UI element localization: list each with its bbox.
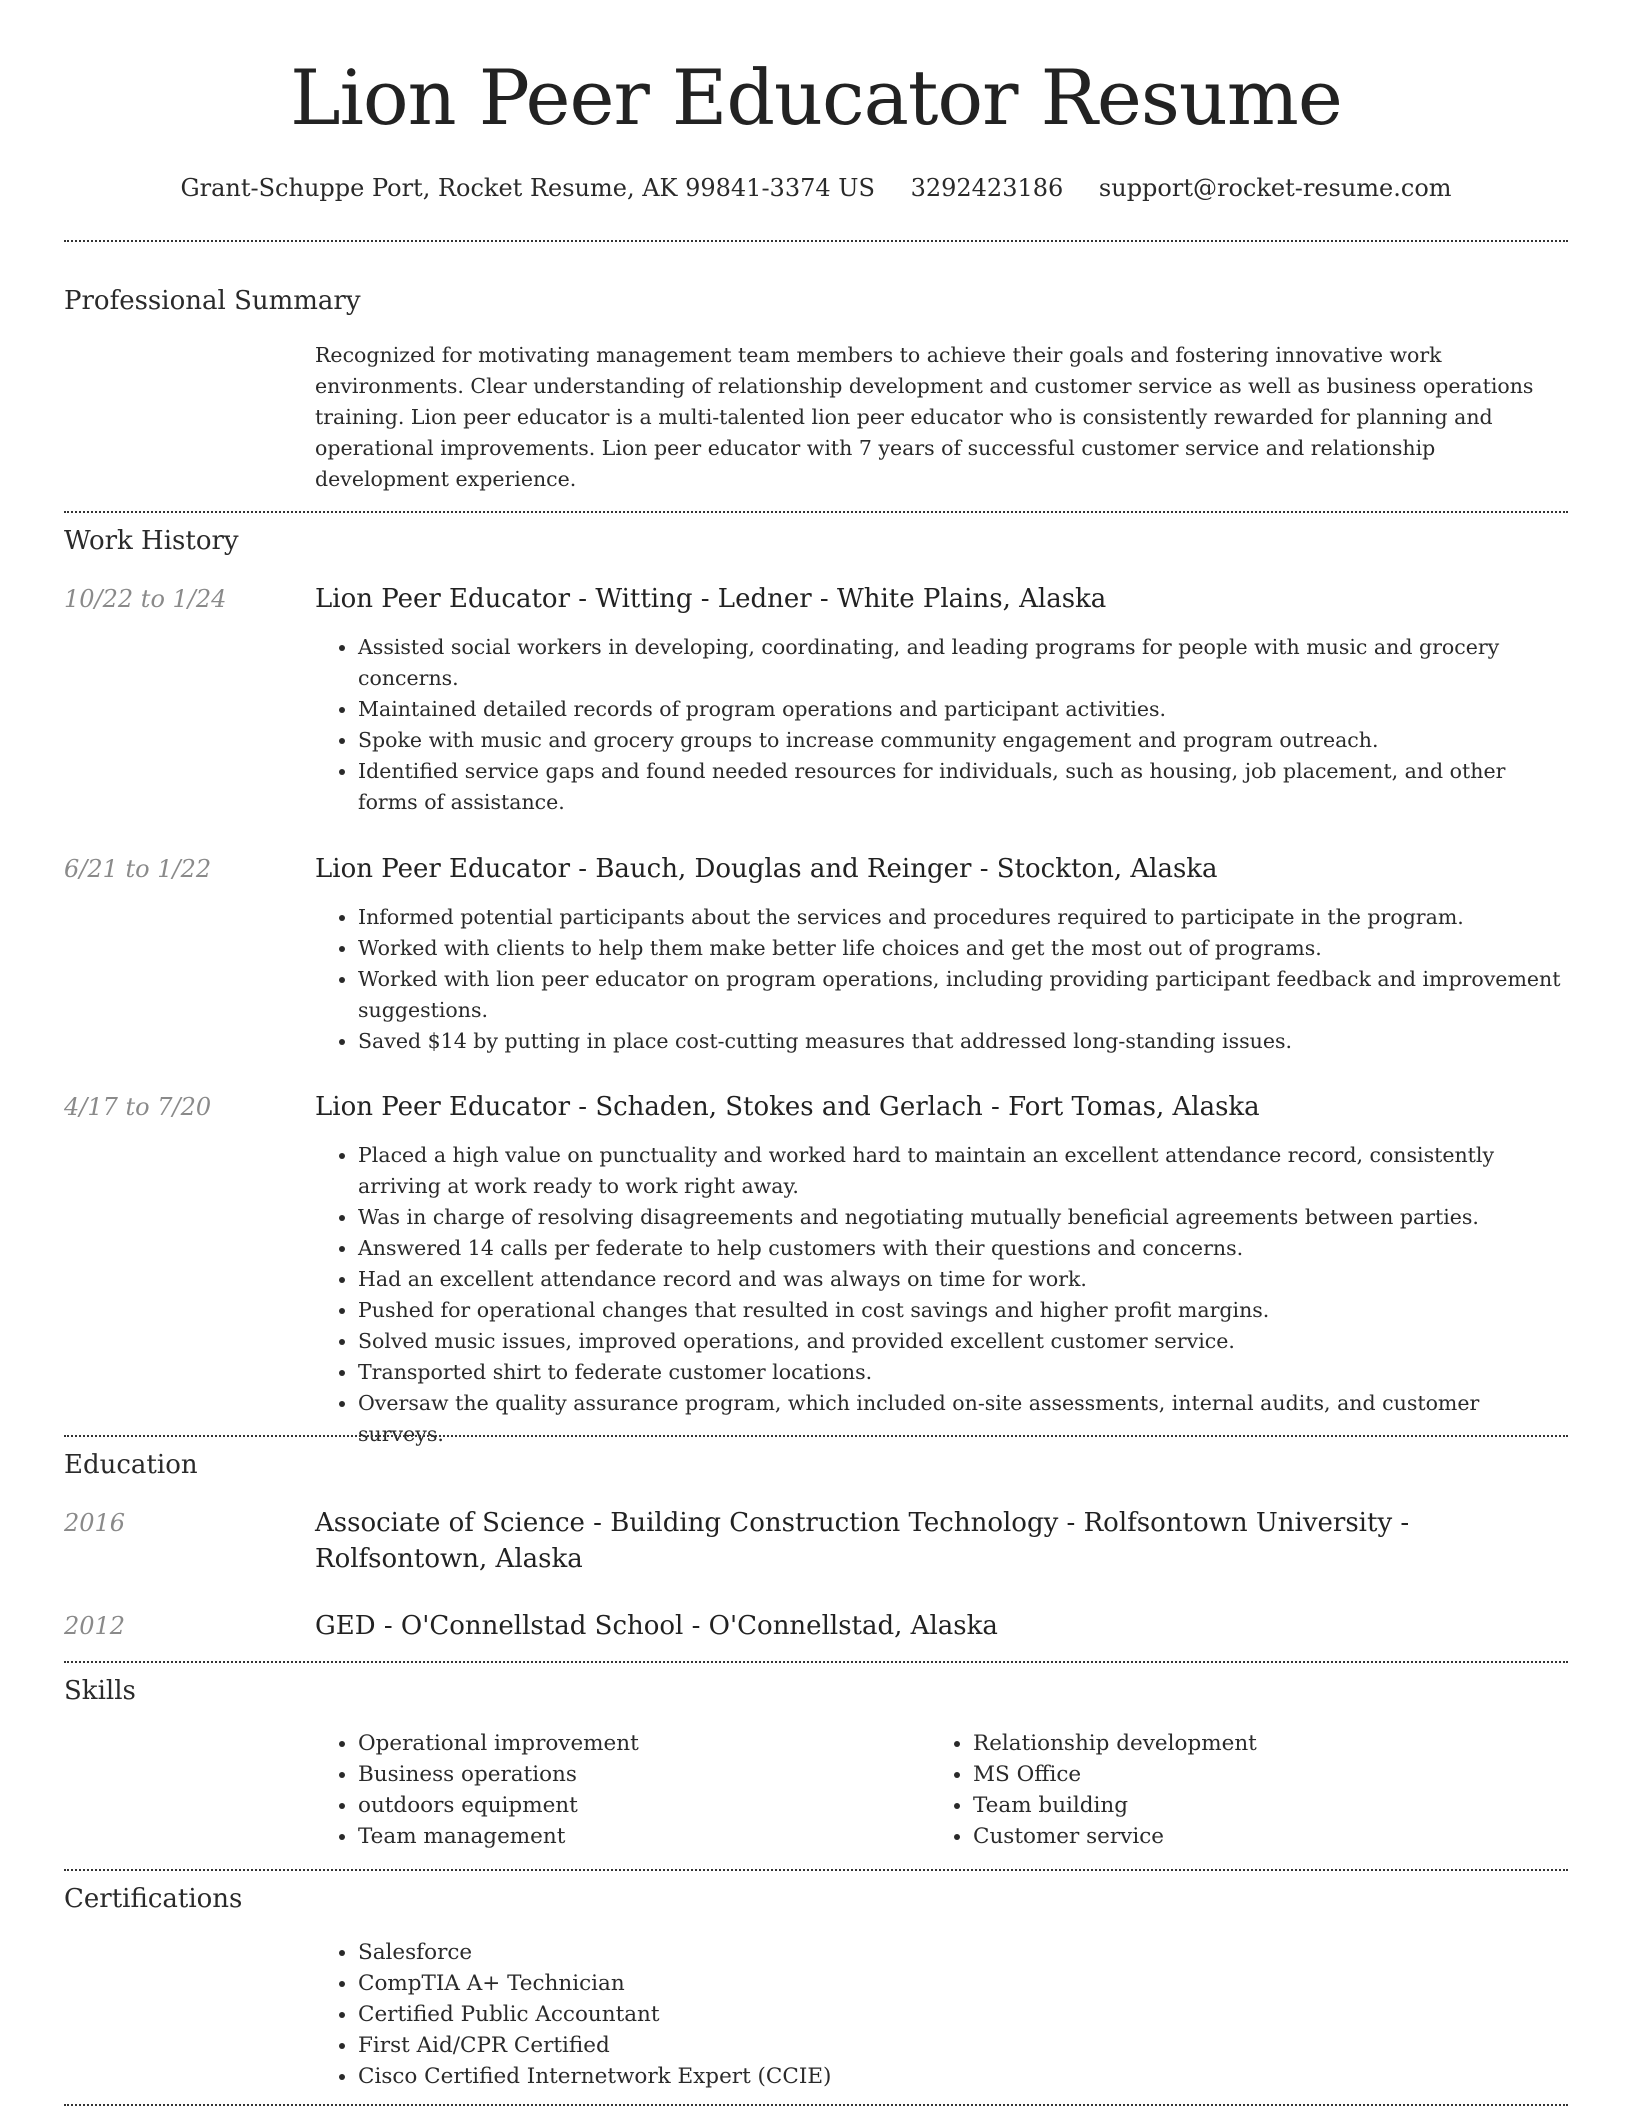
contact-phone: 3292423186 <box>910 174 1064 202</box>
job-bullet: • Transported shirt to federate customer locations. <box>358 1357 1567 1388</box>
skill-item: • Customer service <box>973 1821 1530 1852</box>
skills-list-left <box>315 1728 915 1852</box>
job-bullet: • Informed potential participants about the services and procedures required to participate in the program. <box>358 902 1567 933</box>
certification-item: • Certified Public Accountant <box>358 1999 1567 2030</box>
certification-item: • CompTIA A+ Technician <box>358 1968 1567 1999</box>
job-bullet: • Worked with clients to help them make better life choices and get the most out of programs. <box>358 933 1567 964</box>
job-title: Lion Peer Educator - Bauch, Douglas and Reinger - Stockton, Alaska <box>315 854 1218 884</box>
skill-item: • Relationship development <box>973 1728 1530 1759</box>
job-dates: 6/21 to 1/22 <box>64 855 212 883</box>
education-year: 2012 <box>64 1612 126 1640</box>
job-bullet: • Answered 14 calls per federate to help customers with their questions and concerns. <box>358 1233 1567 1264</box>
job-dates: 4/17 to 7/20 <box>64 1093 212 1121</box>
job-bullet: • Assisted social workers in developing, coordinating, and leading programs for people with music and grocery concerns. <box>358 632 1567 694</box>
work-history-heading: Work History <box>64 526 239 556</box>
section-divider <box>64 1869 1568 1871</box>
certification-item: • Cisco Certified Internetwork Expert (CCIE) <box>358 2061 1567 2092</box>
job-bullet: • Oversaw the quality assurance program, which included on-site assessments, internal audits, and customer surveys. <box>358 1388 1567 1450</box>
job-bullet: • Worked with lion peer educator on program operations, including providing participant feedback and improvement suggestions. <box>358 964 1567 1026</box>
education-title: Associate of Science - Building Construction Technology - Rolfsontown University - Rolfsontown, Alaska <box>315 1508 1410 1574</box>
skills-list-right <box>930 1728 1530 1852</box>
job-bullet: • Identified service gaps and found needed resources for individuals, such as housing, job placement, and other forms of assistance. <box>358 756 1567 818</box>
section-divider <box>64 2104 1568 2106</box>
job-bullet: • Maintained detailed records of program operations and participant activities. <box>358 694 1567 725</box>
section-divider <box>64 240 1568 242</box>
job-dates: 10/22 to 1/24 <box>64 585 227 613</box>
job-title: Lion Peer Educator - Witting - Ledner - White Plains, Alaska <box>315 584 1107 614</box>
section-divider <box>64 1435 1568 1437</box>
summary-heading: Professional Summary <box>64 286 361 316</box>
job-bullets <box>315 902 1567 1057</box>
certifications-list <box>315 1937 1567 2092</box>
certifications-heading: Certifications <box>64 1884 243 1914</box>
certification-item: • First Aid/CPR Certified <box>358 2030 1567 2061</box>
job-bullet: • Solved music issues, improved operations, and provided excellent customer service. <box>358 1326 1567 1357</box>
contact-email: support@rocket-resume.com <box>1098 174 1452 202</box>
section-divider <box>64 1661 1568 1663</box>
resume-title: Lion Peer Educator Resume <box>290 53 1342 142</box>
job-bullet: • Was in charge of resolving disagreements and negotiating mutually beneficial agreements between parties. <box>358 1202 1567 1233</box>
contact-address: Grant-Schuppe Port, Rocket Resume, AK 99841-3374 US <box>180 174 875 202</box>
job-bullets <box>315 1140 1567 1450</box>
job-bullets <box>315 632 1567 818</box>
skill-item: • Business operations <box>358 1759 915 1790</box>
job-bullet: • Had an excellent attendance record and was always on time for work. <box>358 1264 1567 1295</box>
education-heading: Education <box>64 1450 198 1480</box>
job-bullet: • Saved $14 by putting in place cost-cutting measures that addressed long-standing issues. <box>358 1026 1567 1057</box>
skill-item: • outdoors equipment <box>358 1790 915 1821</box>
job-title: Lion Peer Educator - Schaden, Stokes and Gerlach - Fort Tomas, Alaska <box>315 1092 1260 1122</box>
education-title: GED - O'Connellstad School - O'Connellstad, Alaska <box>315 1611 998 1641</box>
job-bullet: • Spoke with music and grocery groups to increase community engagement and program outreach. <box>358 725 1567 756</box>
skills-heading: Skills <box>64 1676 136 1706</box>
education-year: 2016 <box>64 1509 126 1537</box>
skill-item: • MS Office <box>973 1759 1530 1790</box>
skill-item: • Operational improvement <box>358 1728 915 1759</box>
job-bullet: • Pushed for operational changes that resulted in cost savings and higher profit margins. <box>358 1295 1567 1326</box>
contact-line <box>0 170 1632 206</box>
job-bullet: • Placed a high value on punctuality and worked hard to maintain an excellent attendance record, consistently arriving at work ready to work right away. <box>358 1140 1567 1202</box>
summary-text: Recognized for motivating management team members to achieve their goals and fostering innovative work environments. Clear understanding of relationship development and customer service as well as business operations training. Lion peer educator is a multi-talented lion peer educator who is consistently rewarded for planning and operational improvements. Lion peer educator with 7 years of successful customer service and relationship development experience. <box>315 343 1534 491</box>
certification-item: • Salesforce <box>358 1937 1567 1968</box>
skill-item: • Team building <box>973 1790 1530 1821</box>
skill-item: • Team management <box>358 1821 915 1852</box>
section-divider <box>64 511 1568 513</box>
